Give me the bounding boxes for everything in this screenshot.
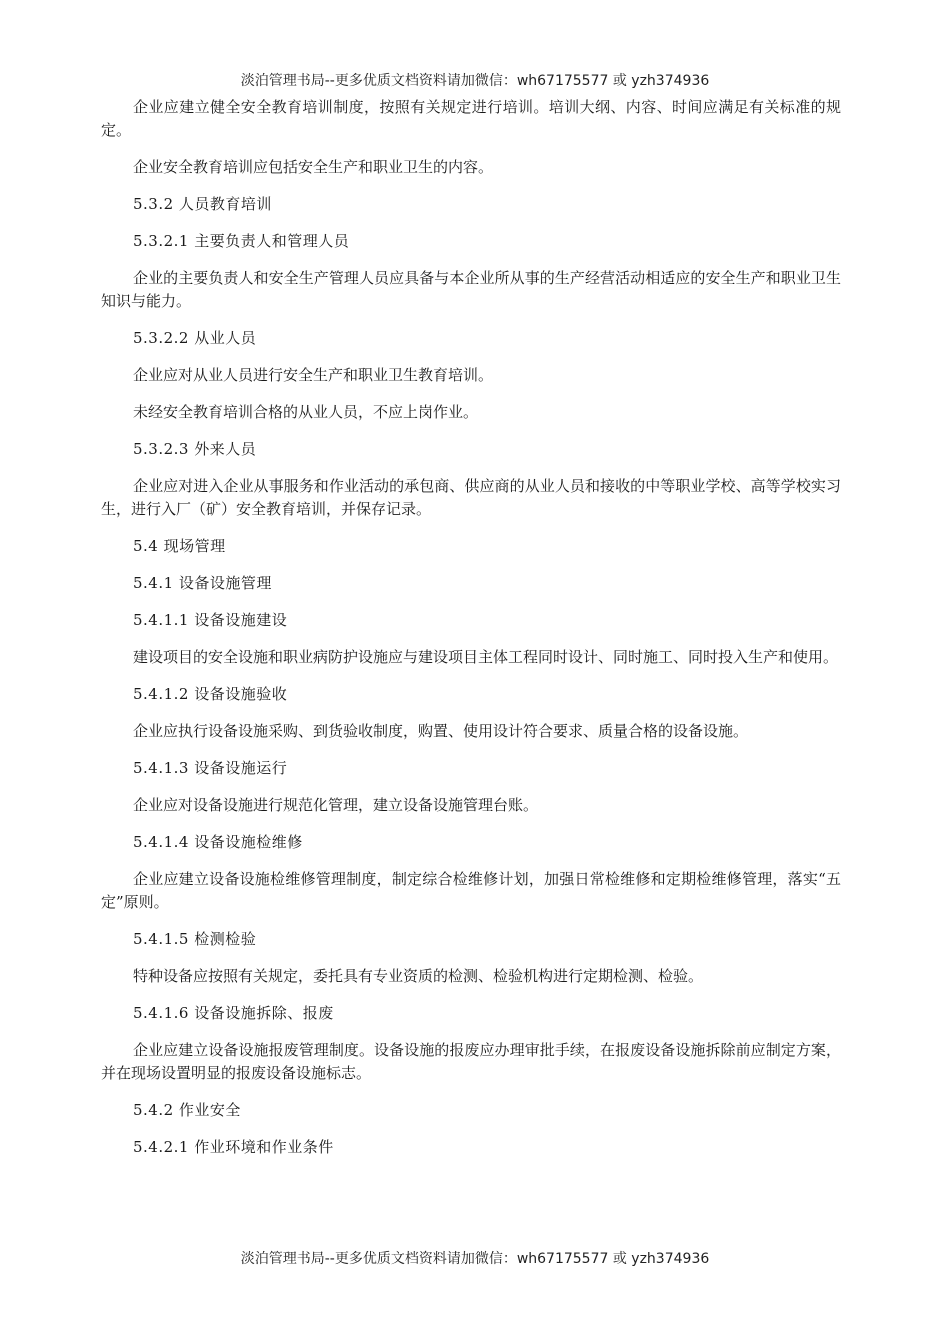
paragraph: 特种设备应按照有关规定，委托具有专业资质的检测、检验机构进行定期检测、检验。 <box>133 967 704 985</box>
page-header: 淡泊管理书局--更多优质文档资料请加微信：wh67175577 或 yzh374936 <box>240 73 710 89</box>
paragraph: 企业应建立设备设施检维修管理制度，制定综合检维修计划，加强日常检维修和定期检维修管理，落实“五定”原则。 <box>101 870 841 911</box>
section-heading: 5.4 现场管理 <box>133 537 226 555</box>
paragraph: 企业应对从业人员进行安全生产和职业卫生教育培训。 <box>133 366 494 384</box>
paragraph: 建设项目的安全设施和职业病防护设施应与建设项目主体工程同时设计、同时施工、同时投入生产和使用。 <box>133 648 839 666</box>
section-heading: 5.3.2.3 外来人员 <box>133 440 257 458</box>
section-heading: 5.4.2.1 作业环境和作业条件 <box>133 1138 334 1156</box>
section-heading: 5.4.1.5 检测检验 <box>133 930 257 948</box>
section-heading: 5.4.1.2 设备设施验收 <box>133 685 288 703</box>
section-heading: 5.4.1.3 设备设施运行 <box>133 759 288 777</box>
paragraph: 企业应对进入企业从事服务和作业活动的承包商、供应商的从业人员和接收的中等职业学校、高等学校实习生，进行入厂（矿）安全教育培训，并保存记录。 <box>101 477 841 518</box>
paragraph: 企业应执行设备设施采购、到货验收制度，购置、使用设计符合要求、质量合格的设备设施。 <box>133 722 749 740</box>
section-heading: 5.4.1 设备设施管理 <box>133 574 272 592</box>
section-heading: 5.4.1.6 设备设施拆除、报废 <box>133 1004 334 1022</box>
section-heading: 5.3.2.1 主要负责人和管理人员 <box>133 232 350 250</box>
paragraph: 企业应对设备设施进行规范化管理，建立设备设施管理台账。 <box>133 796 539 814</box>
page-footer: 淡泊管理书局--更多优质文档资料请加微信：wh67175577 或 yzh374936 <box>240 1251 710 1267</box>
paragraph: 企业应建立设备设施报废管理制度。设备设施的报废应办理审批手续，在报废设备设施拆除前应制定方案，并在现场设置明显的报废设备设施标志。 <box>101 1041 841 1082</box>
section-heading: 5.3.2 人员教育培训 <box>133 195 272 213</box>
document-body <box>101 96 841 1173</box>
paragraph: 未经安全教育培训合格的从业人员，不应上岗作业。 <box>133 403 479 421</box>
section-heading: 5.3.2.2 从业人员 <box>133 329 257 347</box>
section-heading: 5.4.1.1 设备设施建设 <box>133 611 288 629</box>
section-heading: 5.4.2 作业安全 <box>133 1101 241 1119</box>
paragraph: 企业安全教育培训应包括安全生产和职业卫生的内容。 <box>133 158 494 176</box>
section-heading: 5.4.1.4 设备设施检维修 <box>133 833 303 851</box>
paragraph: 企业的主要负责人和安全生产管理人员应具备与本企业所从事的生产经营活动相适应的安全生产和职业卫生知识与能力。 <box>101 269 841 310</box>
paragraph: 企业应建立健全安全教育培训制度，按照有关规定进行培训。培训大纲、内容、时间应满足有关标准的规定。 <box>101 98 841 139</box>
